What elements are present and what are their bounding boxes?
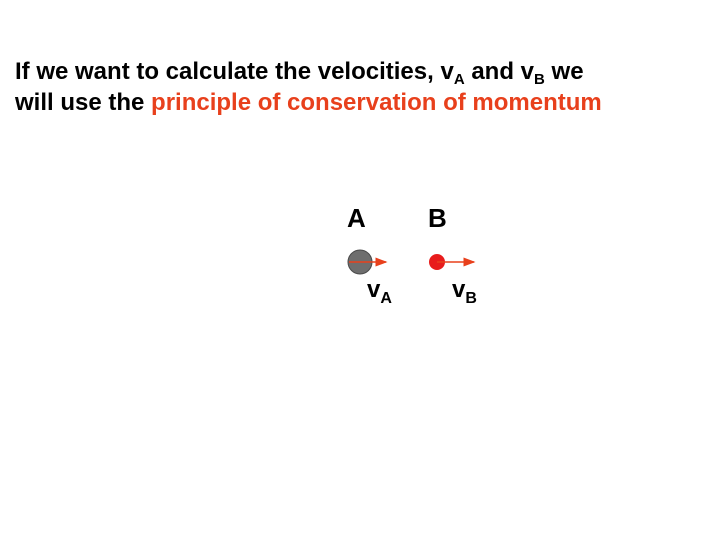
subscript-a: A (453, 71, 465, 88)
heading-line-1: If we want to calculate the velocities, $v_A$ and $v_B$ we (15, 58, 584, 88)
highlighted-principle: principle of conservation of momentum (151, 89, 602, 116)
subscript-b: B (534, 71, 545, 88)
velocity-label-b: $v_B$ (452, 276, 477, 307)
velocity-label-a: $v_A$ (367, 276, 392, 307)
heading-line-2: will use the principle of conservation of momentum (15, 89, 602, 116)
ball-b-label: B (428, 203, 447, 233)
ball-a-label: A (347, 203, 366, 233)
